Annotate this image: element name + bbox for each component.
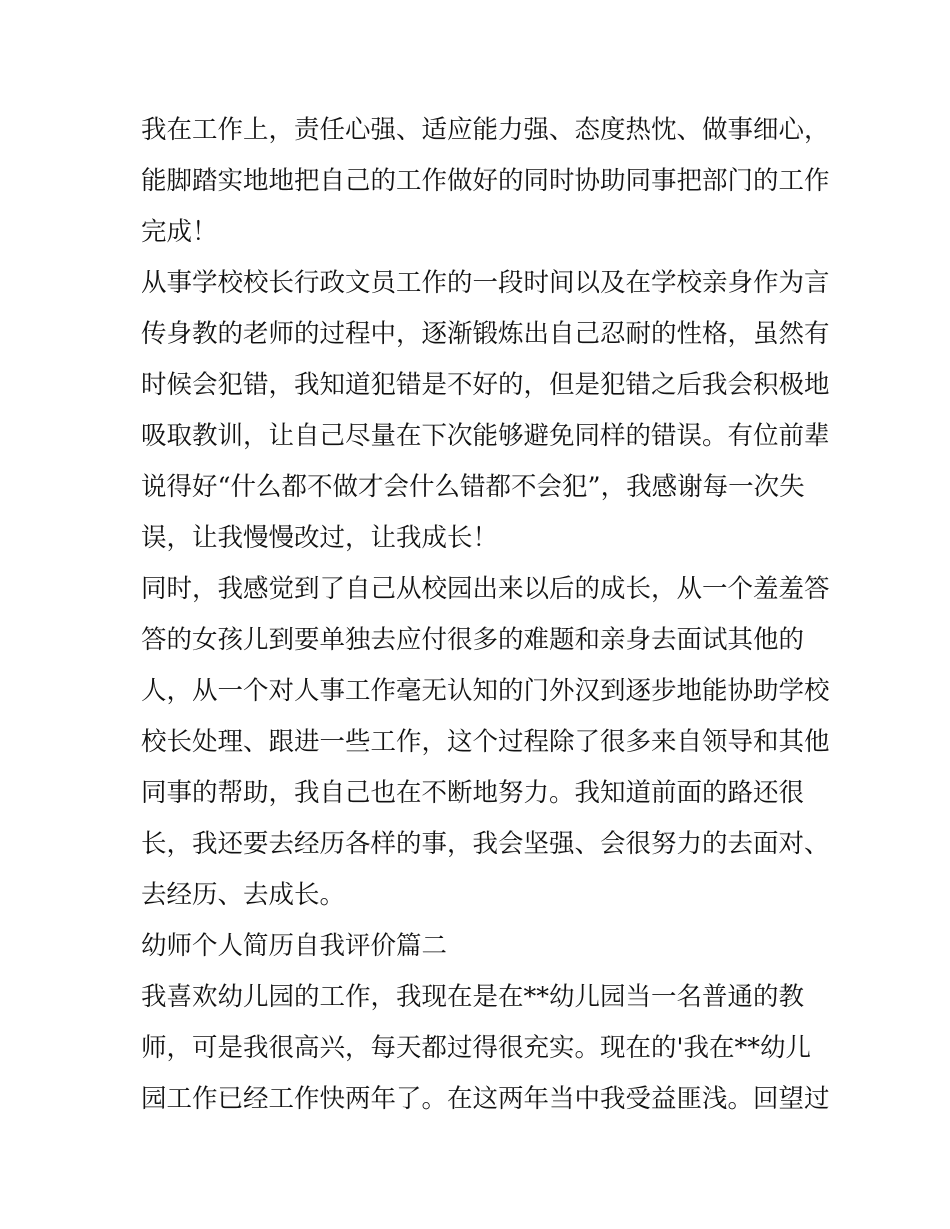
text-line: 答的女孩儿到要单独去应付很多的难题和亲身去面试其他的 (141, 625, 805, 655)
text-line: 同事的帮助，我自己也在不断地努力。我知道前面的路还很 (141, 778, 805, 808)
text-line: 校长处理、跟进一些工作，这个过程除了很多来自领导和其他 (141, 727, 830, 757)
text-line: 从事学校校长行政文员工作的一段时间以及在学校亲身作为言 (141, 268, 830, 298)
text-line: 时候会犯错，我知道犯错是不好的，但是犯错之后我会积极地 (141, 370, 830, 400)
text-line: 长，我还要去经历各样的事，我会坚强、会很努力的去面对、 (141, 829, 830, 859)
text-line: 同时，我感觉到了自己从校园出来以后的成长，从一个羞羞答 (141, 574, 830, 604)
text-line: 说得好“什么都不做才会什么错都不会犯”，我感谢每一次失 (141, 472, 805, 502)
text-line: 传身教的老师的过程中，逐渐锻炼出自己忍耐的性格，虽然有 (141, 319, 830, 349)
text-line: 人，从一个对人事工作毫无认知的门外汉到逐步地能协助学校 (141, 676, 830, 706)
text-line: 能脚踏实地地把自己的工作做好的同时协助同事把部门的工作 (141, 166, 830, 196)
text-line: 我在工作上，责任心强、适应能力强、态度热忱、做事细心， (141, 115, 830, 145)
text-line: 吸取教训，让自己尽量在下次能够避免同样的错误。有位前辈 (141, 421, 830, 451)
text-line: 师，可是我很高兴，每天都过得很充实。现在的'我在**幼儿 (141, 1033, 812, 1063)
text-line: 我喜欢幼儿园的工作，我现在是在**幼儿园当一名普通的教 (141, 982, 805, 1012)
document-body (141, 105, 830, 1125)
section-heading: 幼师个人简历自我评价篇二 (141, 931, 448, 961)
text-line: 误，让我慢慢改过，让我成长！ (141, 523, 499, 553)
text-line: 去经历、去成长。 (141, 880, 346, 910)
text-line: 完成！ (141, 217, 218, 247)
text-line: 园工作已经工作快两年了。在这两年当中我受益匪浅。回望过 (141, 1084, 830, 1114)
